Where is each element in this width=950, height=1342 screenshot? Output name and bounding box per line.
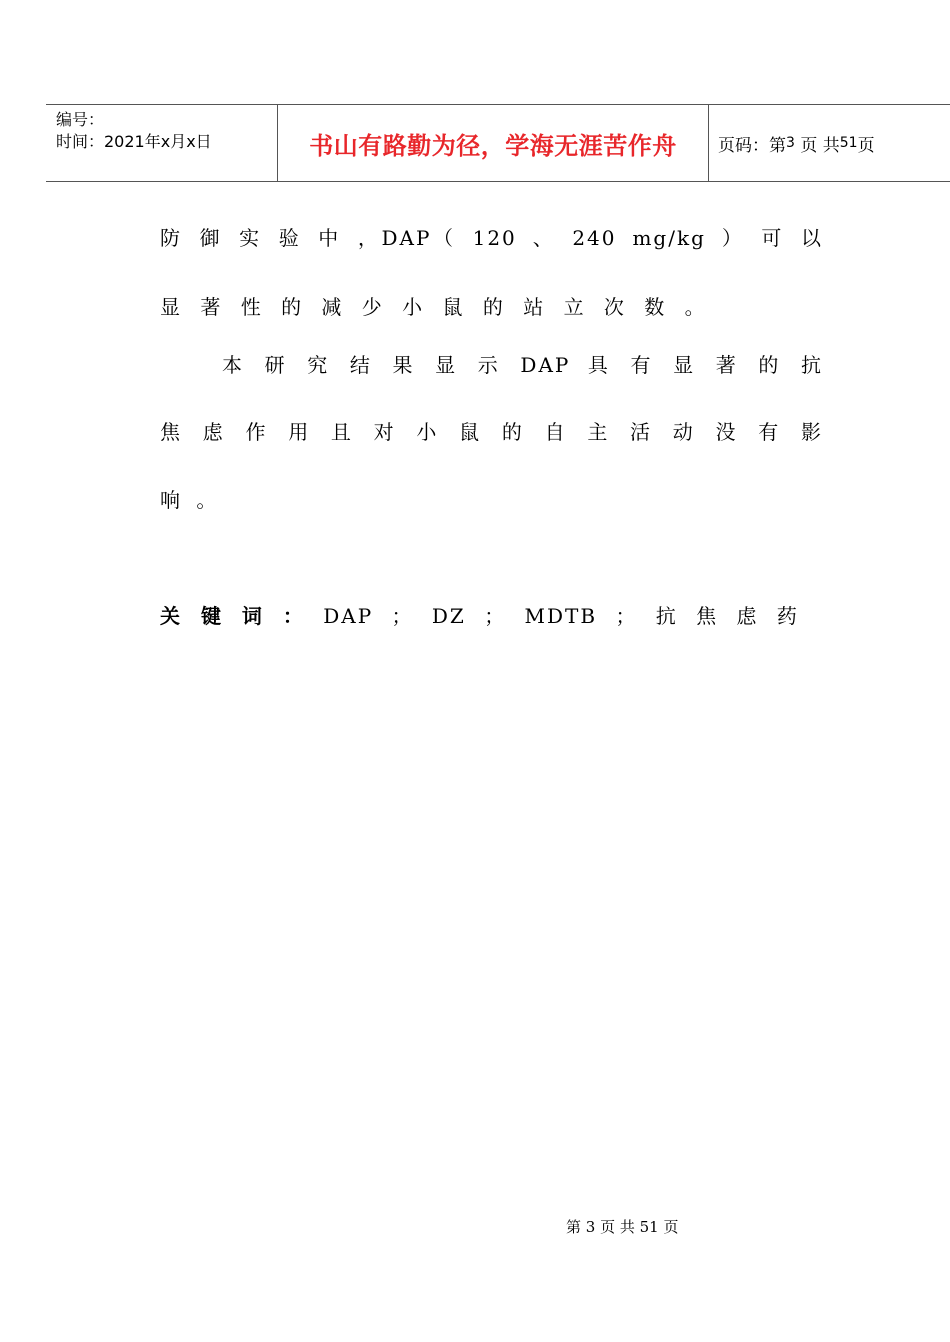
keywords-label: 关 键 词 ： <box>160 604 305 628</box>
document-header <box>46 104 950 182</box>
document-number-label: 编号： <box>56 110 105 129</box>
page-mid: 页 共 <box>800 135 840 156</box>
keywords-line <box>160 600 799 629</box>
body-line: 本 研 究 结 果 显 示 DAP 具 有 显 著 的 抗 <box>222 353 823 377</box>
body-line: 焦 虑 作 用 且 对 小 鼠 的 自 主 活 动 没 有 影 <box>160 420 823 444</box>
page-current: 3 <box>786 135 795 151</box>
body-line: 防 御 实 验 中 ，DAP（ 120 、 240 mg/kg ） 可 以 <box>160 226 823 250</box>
keywords-list: DAP ； DZ ； MDTB ； 抗 焦 虑 药 <box>323 604 799 628</box>
header-divider <box>708 105 709 181</box>
page-label: 页码：第 <box>718 135 786 156</box>
page-end: 页 <box>857 135 875 156</box>
header-meta <box>56 109 212 153</box>
page-footer: 第 3 页 共 51 页 <box>566 1218 679 1236</box>
body-line: 响 。 <box>160 488 219 512</box>
header-page-info <box>718 105 875 181</box>
page-total: 51 <box>839 135 858 151</box>
document-date: 时间：2021年x月x日 <box>56 132 212 151</box>
body-line: 显 著 性 的 减 少 小 鼠 的 站 立 次 数 。 <box>160 295 709 319</box>
header-motto: 书山有路勤为径，学海无涯苦作舟 <box>309 131 677 160</box>
